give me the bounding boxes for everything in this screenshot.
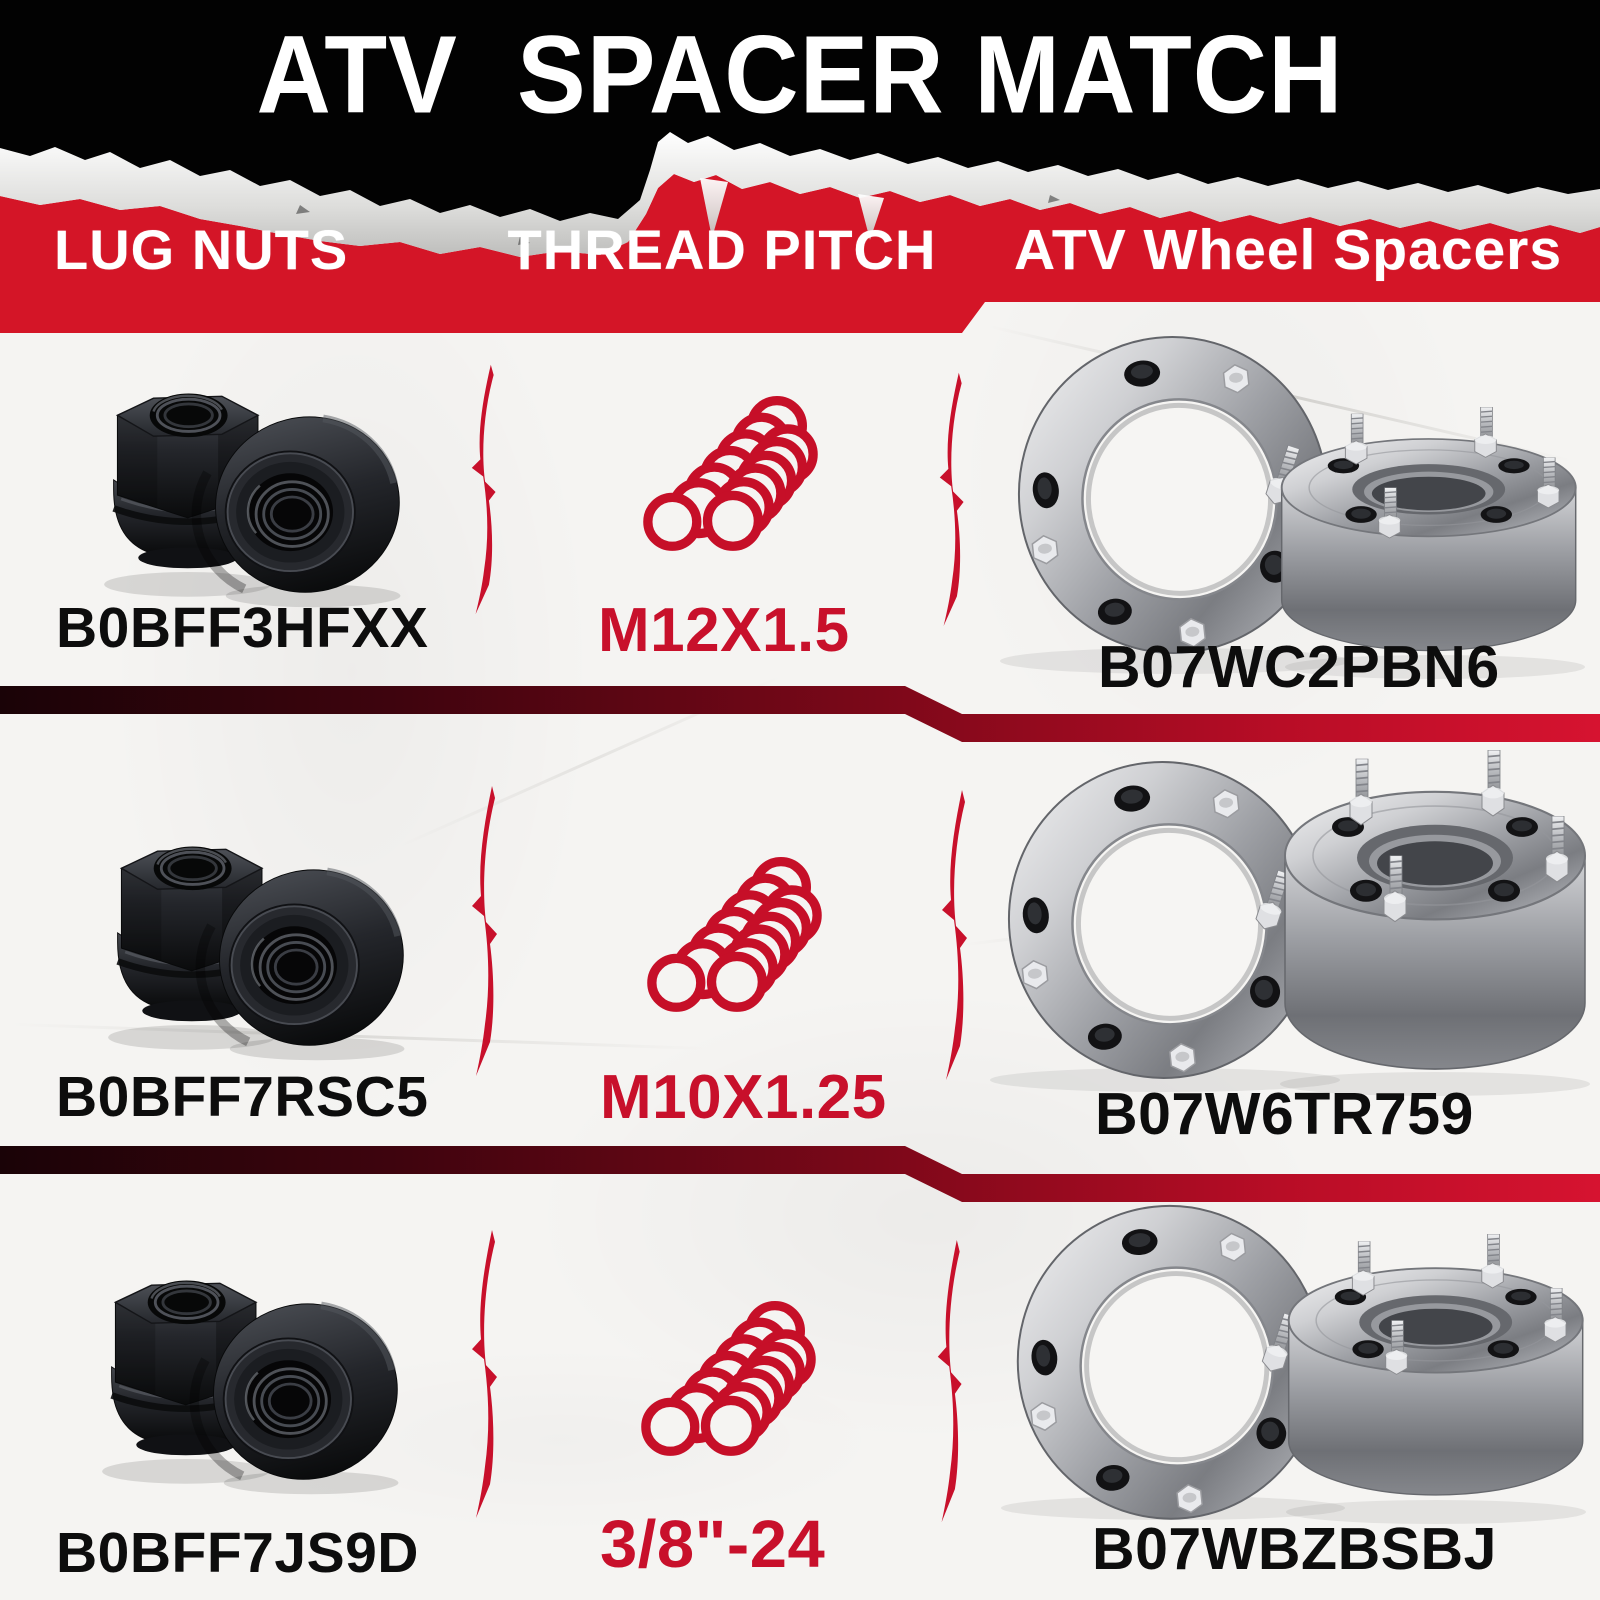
thread-pitch-value: M12X1.5 (598, 596, 850, 665)
red-squiggle-divider (468, 363, 506, 621)
wheel-spacers-photo (985, 758, 1595, 1088)
match-row-3 (0, 1202, 1600, 1600)
lug-nut-asin: B0BFF7JS9D (56, 1521, 419, 1585)
thread-pitch-value: M10X1.25 (600, 1063, 887, 1132)
wheel-spacers-photo (985, 323, 1595, 679)
red-squiggle-divider (468, 784, 508, 1084)
spacer-asin: B07WC2PBN6 (1098, 634, 1500, 700)
lug-nut-asin: B0BFF3HFXX (56, 596, 429, 660)
coil-springs-icon (642, 383, 818, 559)
coil-springs-icon (646, 844, 822, 1020)
column-header-thread-pitch: THREAD PITCH (507, 218, 937, 281)
column-header-lug-nuts: LUG NUTS (54, 218, 349, 281)
lug-nuts-photo (46, 1232, 428, 1498)
match-row-1 (0, 333, 1600, 700)
lug-nut-asin: B0BFF7RSC5 (56, 1065, 429, 1129)
row-divider (0, 1146, 1600, 1202)
red-squiggle-divider (468, 1228, 508, 1526)
lug-nuts-photo (52, 798, 434, 1064)
spacer-asin: B07W6TR759 (1095, 1081, 1474, 1147)
wheel-spacers-photo (988, 1204, 1594, 1516)
red-squiggle-divider (936, 371, 974, 633)
spacer-asin: B07WBZBSBJ (1092, 1516, 1497, 1582)
page-title: ATV SPACER MATCH (256, 13, 1344, 137)
match-row-2 (0, 742, 1600, 1146)
coil-springs-icon (640, 1288, 816, 1464)
red-squiggle-divider (934, 1238, 972, 1530)
column-header-atv-wheel-spacers: ATV Wheel Spacers (1013, 218, 1563, 282)
thread-pitch-value: 3/8"-24 (600, 1507, 826, 1582)
lug-nuts-photo (48, 345, 430, 611)
red-squiggle-divider (938, 788, 978, 1088)
